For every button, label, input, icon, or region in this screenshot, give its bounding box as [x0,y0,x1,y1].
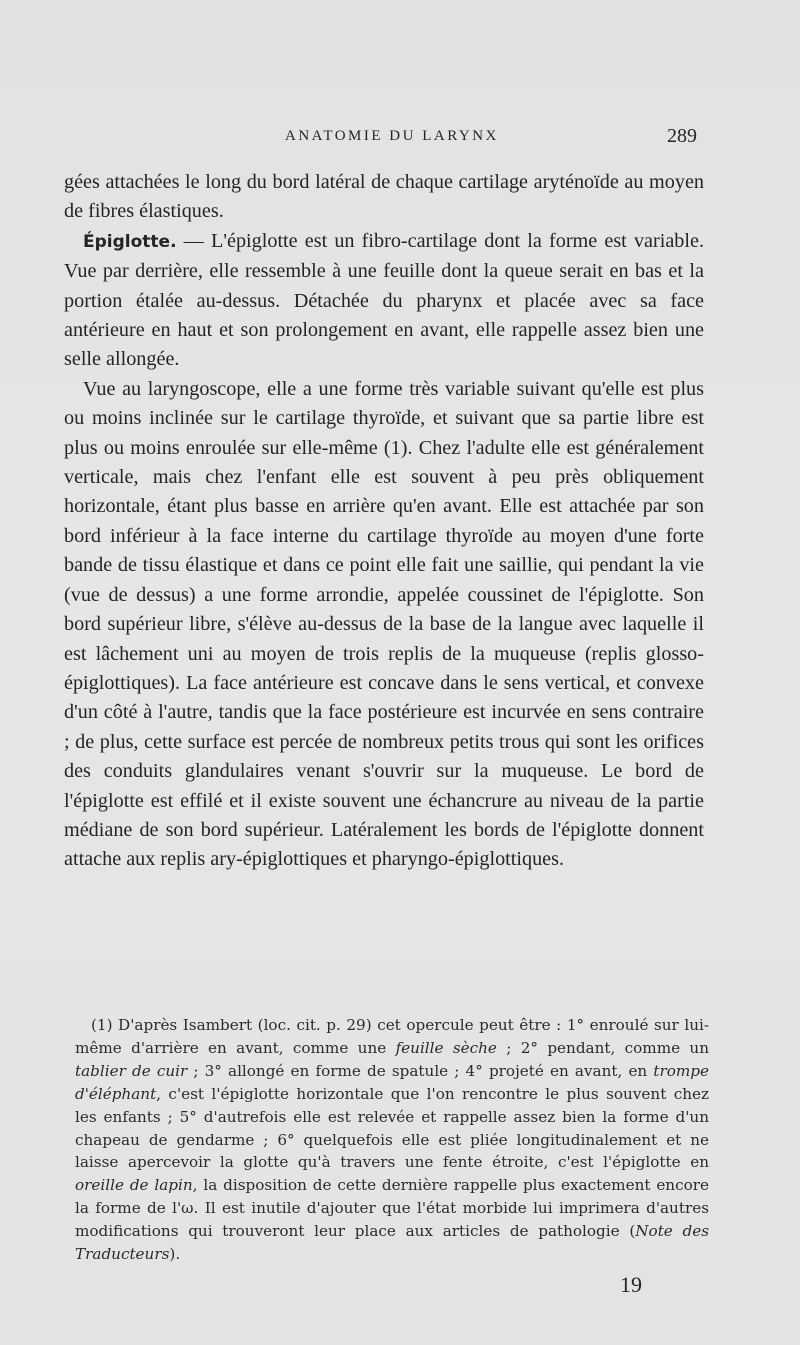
main-text [64,168,704,875]
section-lead: Épiglotte. [83,231,177,252]
signature-mark: 19 [620,1272,642,1297]
paragraph-text: — L'épiglotte est un fibro-cartilage dont la forme est variable. Vue par derrière, elle ressemble à une feuille dont la queue serait en bas et la portion étalée au-dessus. Détachée du pharynx et placée avec sa face antérieure en haut et son prolongement en avant, elle rappelle assez bien une selle allongée. [64,229,704,371]
footnote-segment: ; 3° allongé en forme de spatule ; 4° projeté en avant, en [187,1061,654,1080]
running-title: ANATOMIE DU LARYNX [285,128,499,144]
paragraph-continuation: gées attachées le long du bord latéral de chaque cartilage aryténoïde au moyen de fibres élastiques. [64,171,704,223]
footnote-text [75,1014,709,1266]
footnote-italic: trompe d'éléphant [75,1061,709,1103]
paragraph-laryngoscope: Vue au laryngoscope, elle a une forme très variable suivant qu'elle est plus ou moins inclinée sur le cartilage thyroïde, et suivant que sa partie libre est plus ou moins enroulée sur elle-même (1). Chez l'adulte elle est généralement verticale, mais chez l'enfant elle est souvent à peu près obliquement horizontale, étant plus basse en arrière qu'en avant. Elle est attachée par son bord inférieur à la face interne du cartilage thyroïde au moyen d'une forte bande de tissu élastique et dans ce point elle fait une saillie, qui pendant la vie (vue de dessus) a une forme arrondie, appelée coussinet de l'épiglotte. Son bord supérieur libre, s'élève au-dessus de la base de la langue avec laquelle il est lâchement uni au moyen de trois replis de la muqueuse (replis glosso-épiglottiques). La face antérieure est concave dans le sens vertical, et convexe d'un côté à l'autre, tandis que la face postérieure est incurvée en sens contraire ; de plus, cette surface est percée de nombreux petits trous qui sont les orifices des conduits glandulaires venant s'ouvrir sur la muqueuse. Le bord de l'épiglotte est effilé et il existe souvent une échancrure au niveau de la partie médiane de son bord supérieur. Latéralement les bords de l'épiglotte donnent attache aux replis ary-épiglottiques et pharyngo-épiglottiques. [64,377,704,871]
footnote-italic: tablier de cuir [75,1061,188,1080]
footnote-italic: Note des Traducteurs [75,1222,710,1264]
page-header [285,125,697,152]
page-number: 289 [667,125,697,147]
footnote-segment: (1) D'après Isambert (loc. cit. p. 29) cet opercule peut être : 1° enroulé sur lui-même d'arrière en avant, comme une [75,1016,709,1057]
footnote [75,1014,709,1266]
footnote-segment: ; 2° pendant, comme un [496,1038,709,1057]
footnote-segment: , la disposition de cette dernière rappelle plus exactement encore la forme de l'ω. Il est inutile d'ajouter que l'état morbide lui imprimera d'autres modifications qui trouveront leur place aux articles de pathologie ( [75,1176,709,1241]
footnote-italic: oreille de lapin [75,1176,193,1195]
footnote-segment: , c'est l'épiglotte horizontale que l'on rencontre le plus souvent chez les enfants ; 5° d'autrefois elle est relevée et rappelle assez bien la forme d'un chapeau de gendarme ; 6° quelquefois elle est pliée longitudinalement et ne laisse apercevoir la glotte qu'à travers une fente étroite, c'est l'épiglotte en [75,1084,709,1172]
footnote-segment: ). [169,1245,181,1264]
footnote-italic: feuille sèche [395,1038,497,1057]
paragraph-epiglotte [64,227,704,375]
